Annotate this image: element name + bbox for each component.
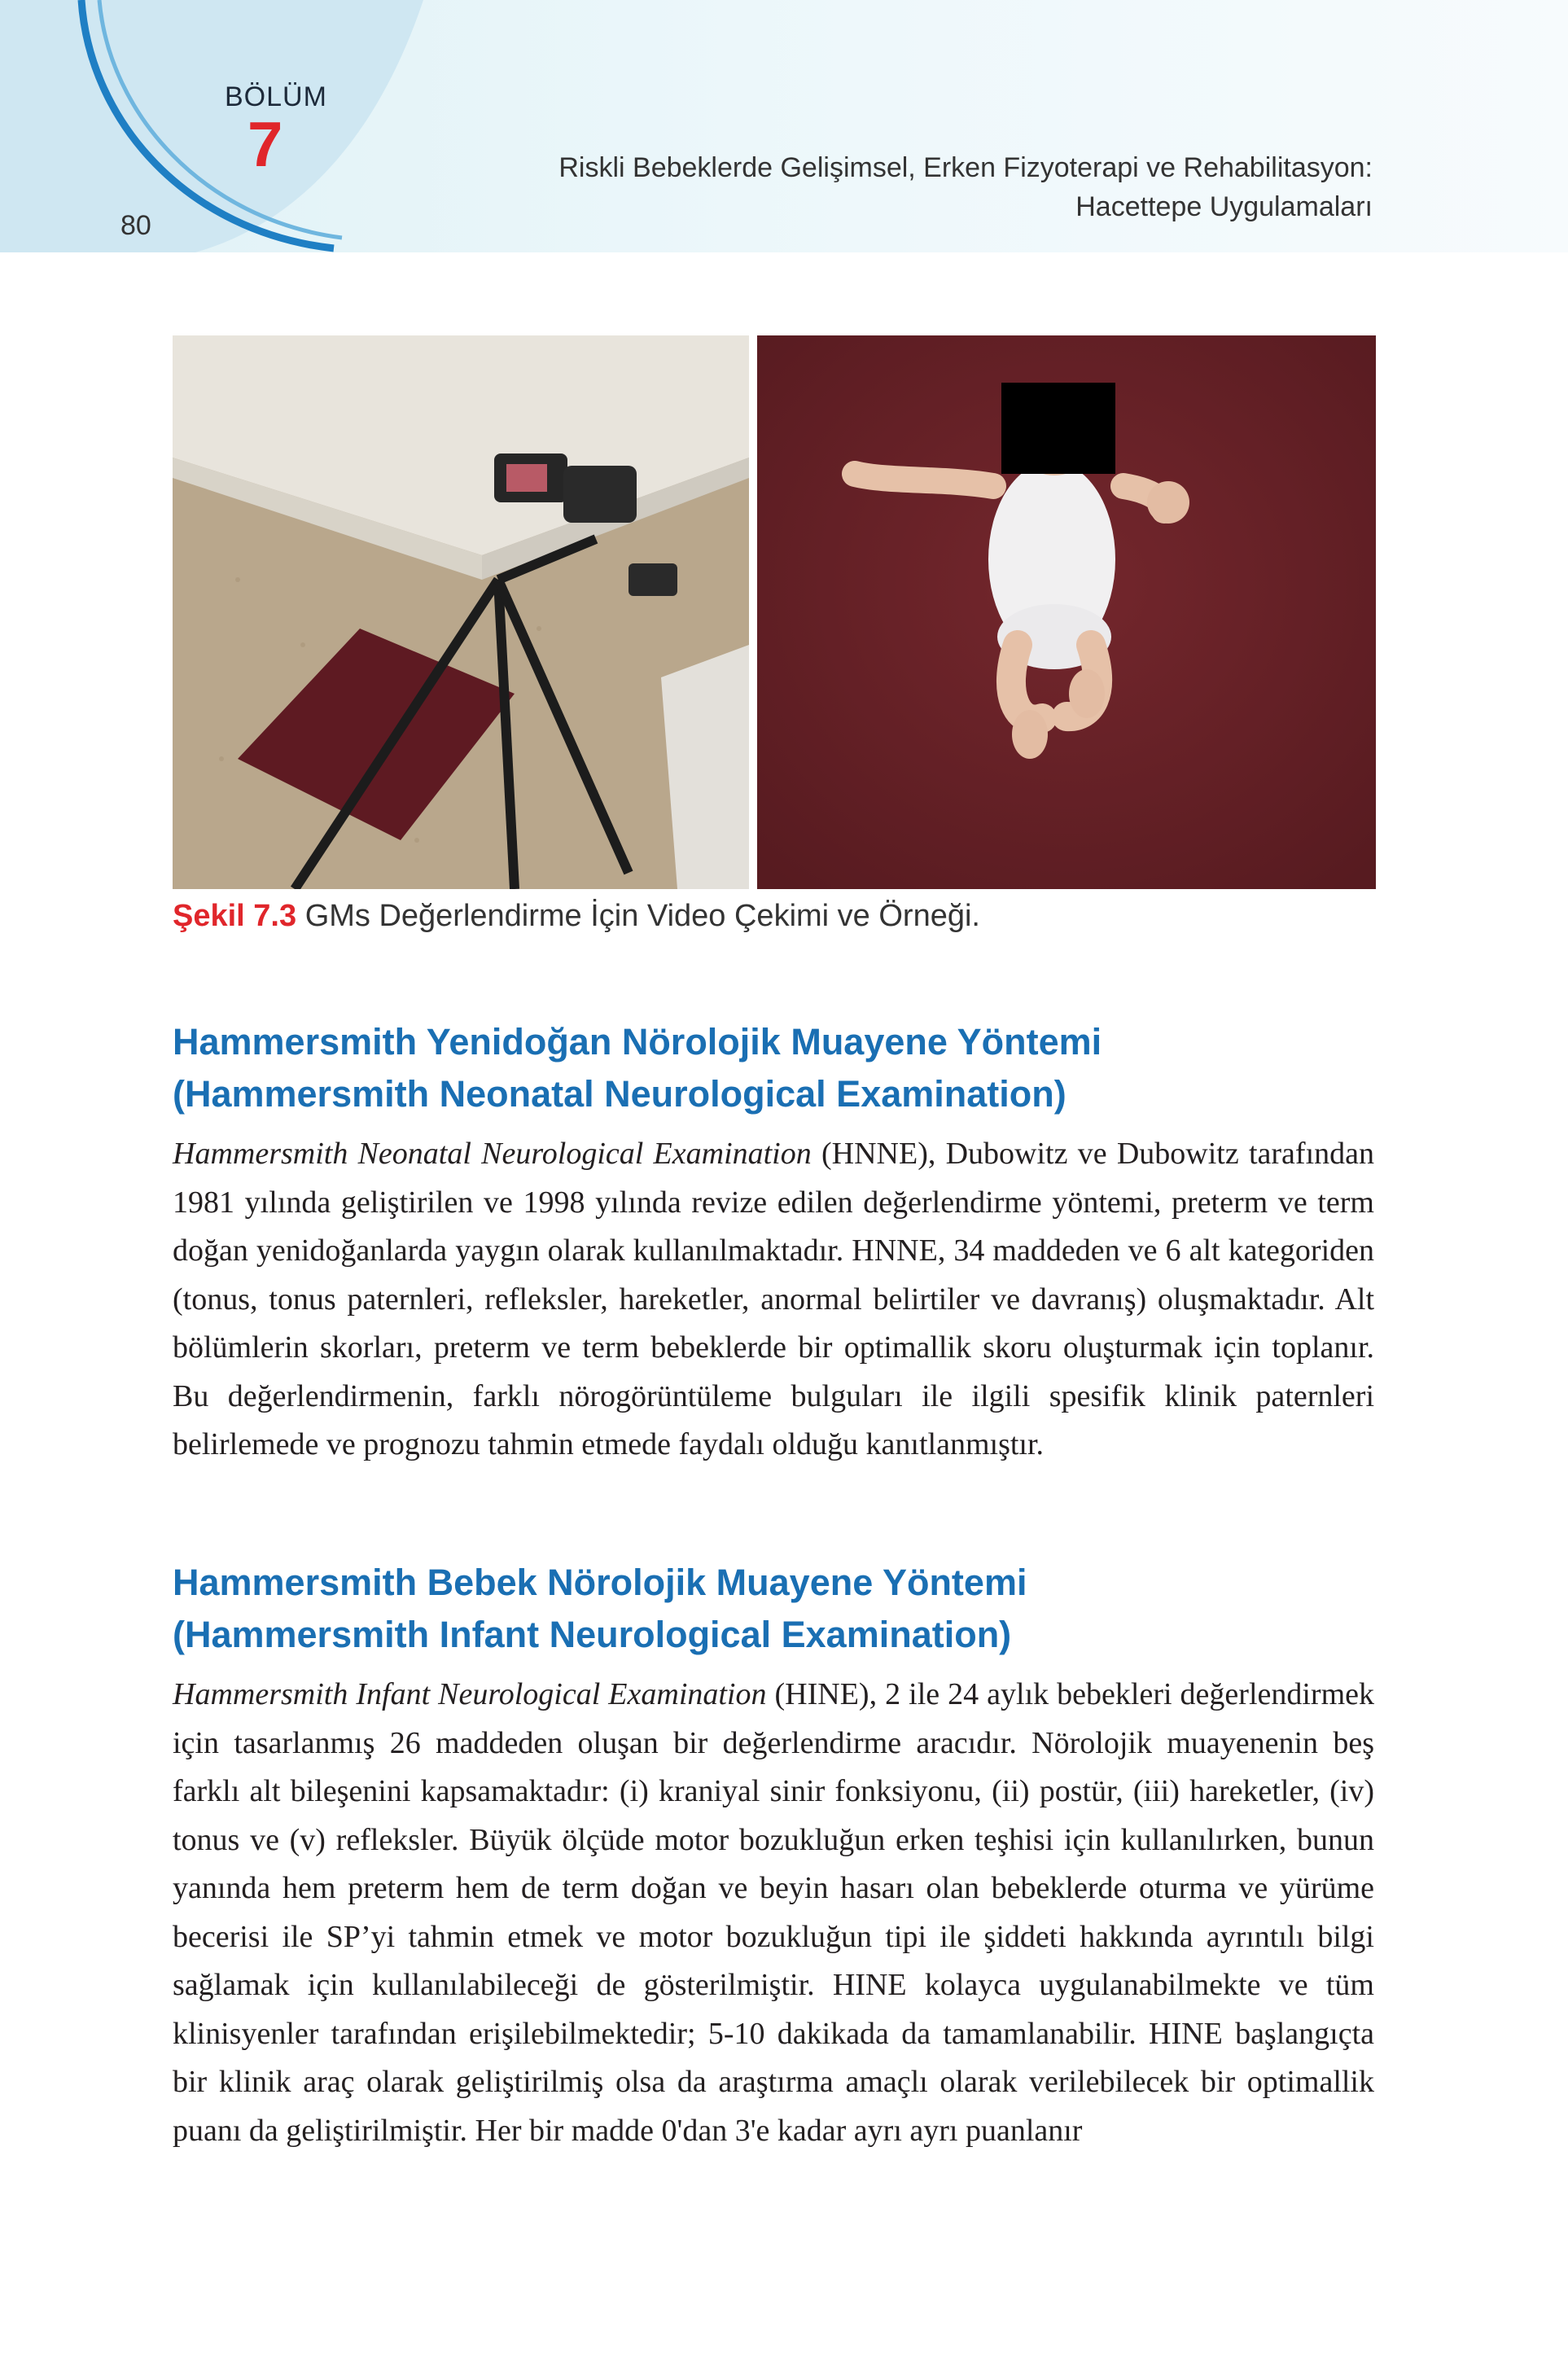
chapter-label: BÖLÜM xyxy=(225,81,327,112)
page-header xyxy=(0,0,1568,252)
running-title-line2: Hacettepe Uygulamaları xyxy=(1075,191,1373,222)
tripod-camera-photo xyxy=(173,335,749,889)
running-title-line1: Riskli Bebeklerde Gelişimsel, Erken Fizyoterapi ve Rehabilitasyon: xyxy=(558,152,1373,183)
section-heading-hine xyxy=(173,1557,1027,1661)
chapter-arc-decoration xyxy=(0,0,456,252)
chapter-number: 7 xyxy=(247,108,283,180)
infant-on-mat-photo xyxy=(757,335,1376,889)
figure-label: Şekil 7.3 xyxy=(173,899,297,933)
paragraph-text-hine: (HINE), 2 ile 24 aylık bebekleri değerlendirmek için tasarlanmış 26 maddeden oluşan bir değerlendirme aracıdır. Nörolojik muayenenin beş farklı alt bileşenini kapsamaktadır: (i) kraniyal sinir fonksiyonu, (ii) postür, (iii) hareketler, (iv) tonus ve (v) refleksler. Büyük ölçüde motor bozukluğun erken teşhisi için kullanılırken, bunun yanında hem preterm hem de term doğan ve beyin hasarı olan bebeklerde oturma ve yürüme becerisi ile SP’yi tahmin etmek ve motor bozukluğun tipi ile şiddeti hakkında ayrıntılı bilgi sağlamak için kullanılabileceği de gösterilmiştir. HINE kolayca uygulanabilmekte ve tüm klinisyenler tarafından erişilebilmektedir; 5-10 dakikada da tamamlanabilir. HINE başlangıçta bir klinik araç olarak geliştirilmiş olsa da araştırma amaçlı olarak verilebilecek bir optimallik puanı da geliştirilmiştir. Her bir madde 0'dan 3'e kadar ayrı ayrı puanlanır xyxy=(173,1677,1375,2148)
section-heading-hnne xyxy=(173,1016,1102,1120)
figure-caption-text: GMs Değerlendirme İçin Video Çekimi ve Örneği. xyxy=(304,899,980,933)
section-heading-hnne-line1: Hammersmith Yenidoğan Nörolojik Muayene Yöntemi xyxy=(173,1021,1102,1063)
section-paragraph-hnne xyxy=(173,1130,1374,1470)
paragraph-text-hnne: (HNNE), Dubowitz ve Dubowitz tarafından 1981 yılında geliştirilen ve 1998 yılında revize edilen değerlendirme yöntemi, preterm ve term doğan yenidoğanlarda yaygın olarak kullanılmaktadır. HNNE, 34 maddeden ve 6 alt kategoriden (tonus, tonus paternleri, refleksler, hareketler, anormal belirtiler ve davranış) oluşmaktadır. Alt bölümlerin skorları, preterm ve term bebeklerde bir optimallik skoru oluşturmak için toplanır. Bu değerlendirmenin, farklı nörogörüntüleme bulguları ile ilgili spesifik klinik paternleri belirlemede ve prognozu tahmin etmede faydalı olduğu kanıtlanmıştır. xyxy=(173,1137,1374,1461)
page-number: 80 xyxy=(120,210,151,241)
section-heading-hnne-line2: (Hammersmith Neonatal Neurological Examination) xyxy=(173,1073,1067,1115)
section-heading-hine-line1: Hammersmith Bebek Nörolojik Muayene Yöntemi xyxy=(173,1562,1027,1603)
figure-caption xyxy=(173,899,980,934)
running-title xyxy=(558,148,1373,226)
section-heading-hine-line2: (Hammersmith Infant Neurological Examination) xyxy=(173,1614,1012,1655)
italic-term-hine: Hammersmith Infant Neurological Examination xyxy=(173,1677,767,1711)
section-paragraph-hine xyxy=(173,1671,1374,2155)
italic-term-hnne: Hammersmith Neonatal Neurological Examination xyxy=(173,1137,812,1171)
